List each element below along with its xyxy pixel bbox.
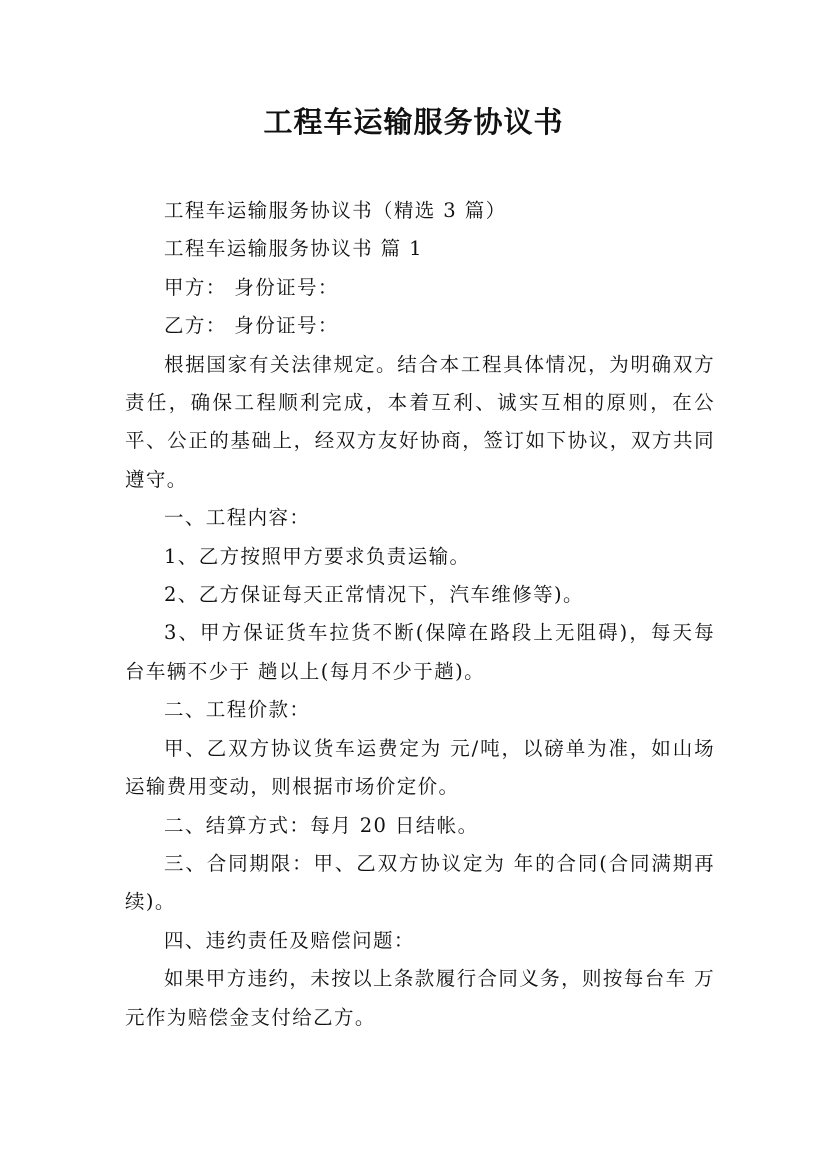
paragraph-subtitle: 工程车运输服务协议书（精选 3 篇） (164, 199, 507, 222)
paragraph-clause-heading-4: 四、违约责任及赔偿问题： (164, 928, 415, 952)
document-body (125, 192, 715, 1037)
paragraph-party-a: 甲方： 身份证号： (164, 275, 339, 299)
paragraph-breach: 如果甲方违约，未按以上条款履行合同义务，则按每台车 万元作为赔偿金支付给乙方。 (125, 967, 715, 1029)
paragraph-term: 三、合同期限：甲、乙双方协议定为 年的合同(合同满期再续)。 (125, 851, 715, 914)
paragraph-clause-1-3: 3、甲方保证货车拉货不断(保障在路段上无阻碍)，每天每台车辆不少于 趟以上(每月不少于趟)。 (125, 621, 715, 683)
paragraph-clause-heading-1: 一、工程内容： (164, 506, 311, 530)
paragraph-clause-heading-2: 二、工程价款： (164, 698, 311, 722)
paragraph-clause-2-body: 甲、乙双方协议货车运费定为 元/吨，以磅单为准，如山场运输费用变动，则根据市场价定价。 (125, 736, 715, 799)
paragraph-clause-1-2: 2、乙方保证每天正常情况下，汽车维修等)。 (164, 583, 584, 607)
paragraph-clause-1-1: 1、乙方按照甲方要求负责运输。 (164, 544, 471, 568)
document-title: 工程车运输服务协议书 (263, 105, 564, 139)
paragraph-settlement: 二、结算方式：每月 20 日结帐。 (164, 813, 479, 837)
paragraph-party-b: 乙方： 身份证号： (164, 314, 339, 338)
paragraph-preamble: 根据国家有关法律规定。结合本工程具体情况，为明确双方责任，确保工程顺利完成，本着互利、诚实互相的原则，在公平、公正的基础上，经双方友好协商，签订如下协议，双方共同遵守。 (125, 352, 715, 491)
paragraph-section-heading: 工程车运输服务协议书 篇 1 (164, 237, 423, 261)
